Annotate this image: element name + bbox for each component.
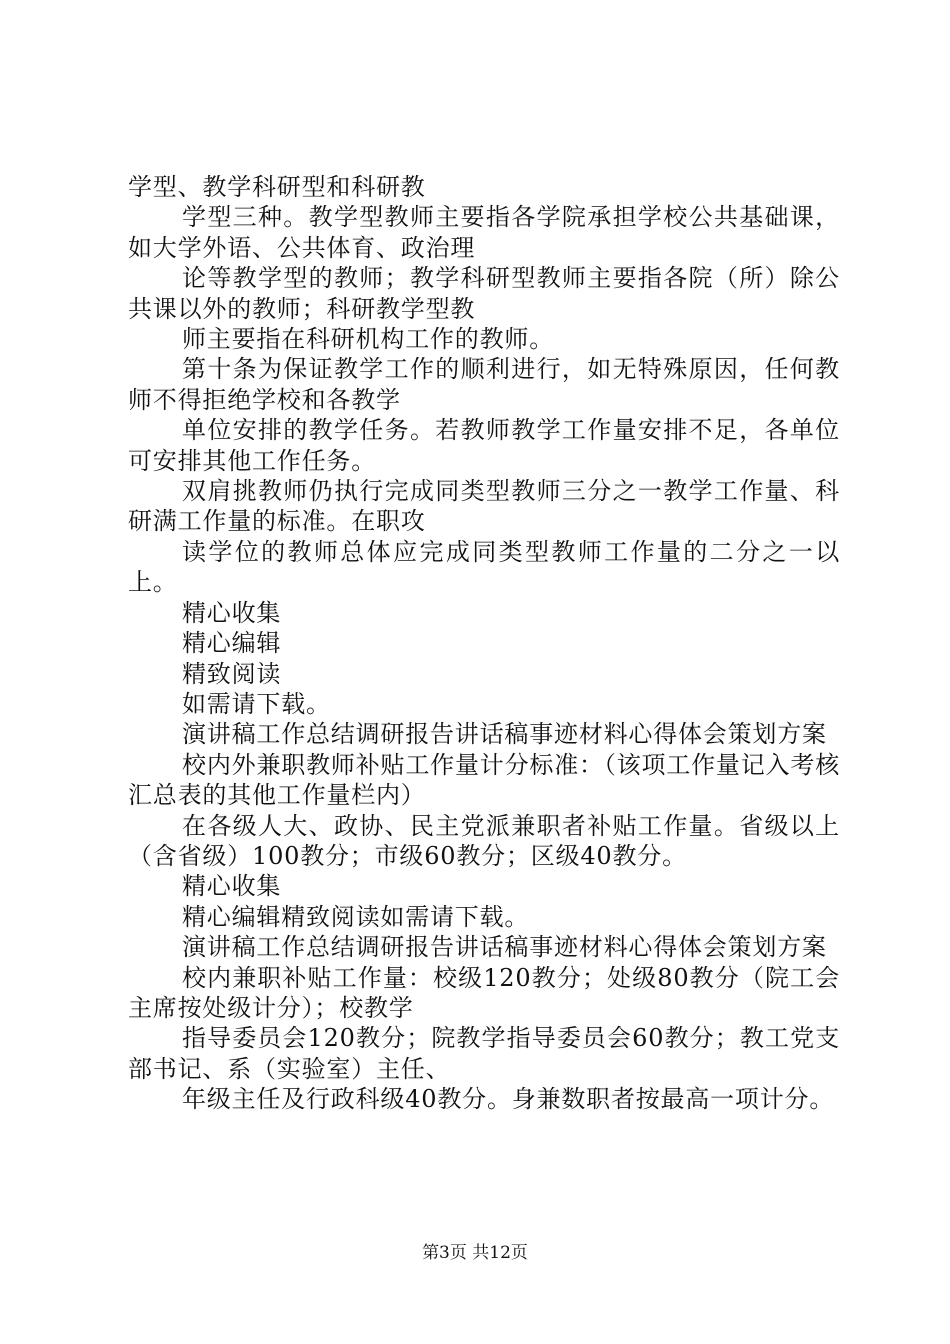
paragraph: 如需请下载。 <box>182 689 331 718</box>
paragraph: 精致阅读 <box>182 659 282 688</box>
paragraph: 精心收集 <box>182 872 282 901</box>
paragraph: 单位安排的教学任务。若教师教学工作量安排不足，各单位可安排其他工作任务。 <box>128 416 840 475</box>
paragraph: 学型、教学科研型和科研教 <box>128 173 426 201</box>
paragraph: 师主要指在科研机构工作的教师。 <box>182 325 554 354</box>
page-number-footer: 第3页 共12页 <box>422 1243 528 1263</box>
paragraph: 指导委员会120教分；院教学指导委员会60教分；教工党支部书记、系（实验室）主任、 <box>128 1024 840 1083</box>
paragraph: 校内兼职补贴工作量：校级120教分；处级80教分（院工会主席按处级计分）；校教学 <box>128 963 840 1022</box>
paragraph: 在各级人大、政协、民主党派兼职者补贴工作量。省级以上（含省级）100教分；市级60教分；区级40教分。 <box>128 811 840 870</box>
document-body <box>128 172 840 1115</box>
paragraph: 读学位的教师总体应完成同类型教师工作量的二分之一以上。 <box>128 537 840 597</box>
paragraph: 演讲稿工作总结调研报告讲话稿事迹材料心得体会策划方案 <box>182 720 827 749</box>
paragraph: 演讲稿工作总结调研报告讲话稿事迹材料心得体会策划方案 <box>182 933 827 962</box>
paragraph: 精心收集 <box>182 598 282 627</box>
paragraph: 年级主任及行政科级40教分。身兼数职者按最高一项计分。 <box>182 1085 835 1114</box>
paragraph: 论等教学型的教师；教学科研型教师主要指各院（所）除公共课以外的教师；科研教学型教 <box>128 264 840 323</box>
paragraph: 第十条为保证教学工作的顺利进行，如无特殊原因，任何教师不得拒绝学校和各教学 <box>128 355 840 414</box>
paragraph: 学型三种。教学型教师主要指各学院承担学校公共基础课，如大学外语、公共体育、政治理 <box>128 203 840 262</box>
paragraph: 校内外兼职教师补贴工作量计分标准：（该项工作量记入考核汇总表的其他工作量栏内） <box>128 750 840 810</box>
paragraph: 精心编辑 <box>182 629 282 658</box>
paragraph: 双肩挑教师仍执行完成同类型教师三分之一教学工作量、科研满工作量的标准。在职攻 <box>128 477 840 536</box>
paragraph: 精心编辑精致阅读如需请下载。 <box>182 902 530 931</box>
